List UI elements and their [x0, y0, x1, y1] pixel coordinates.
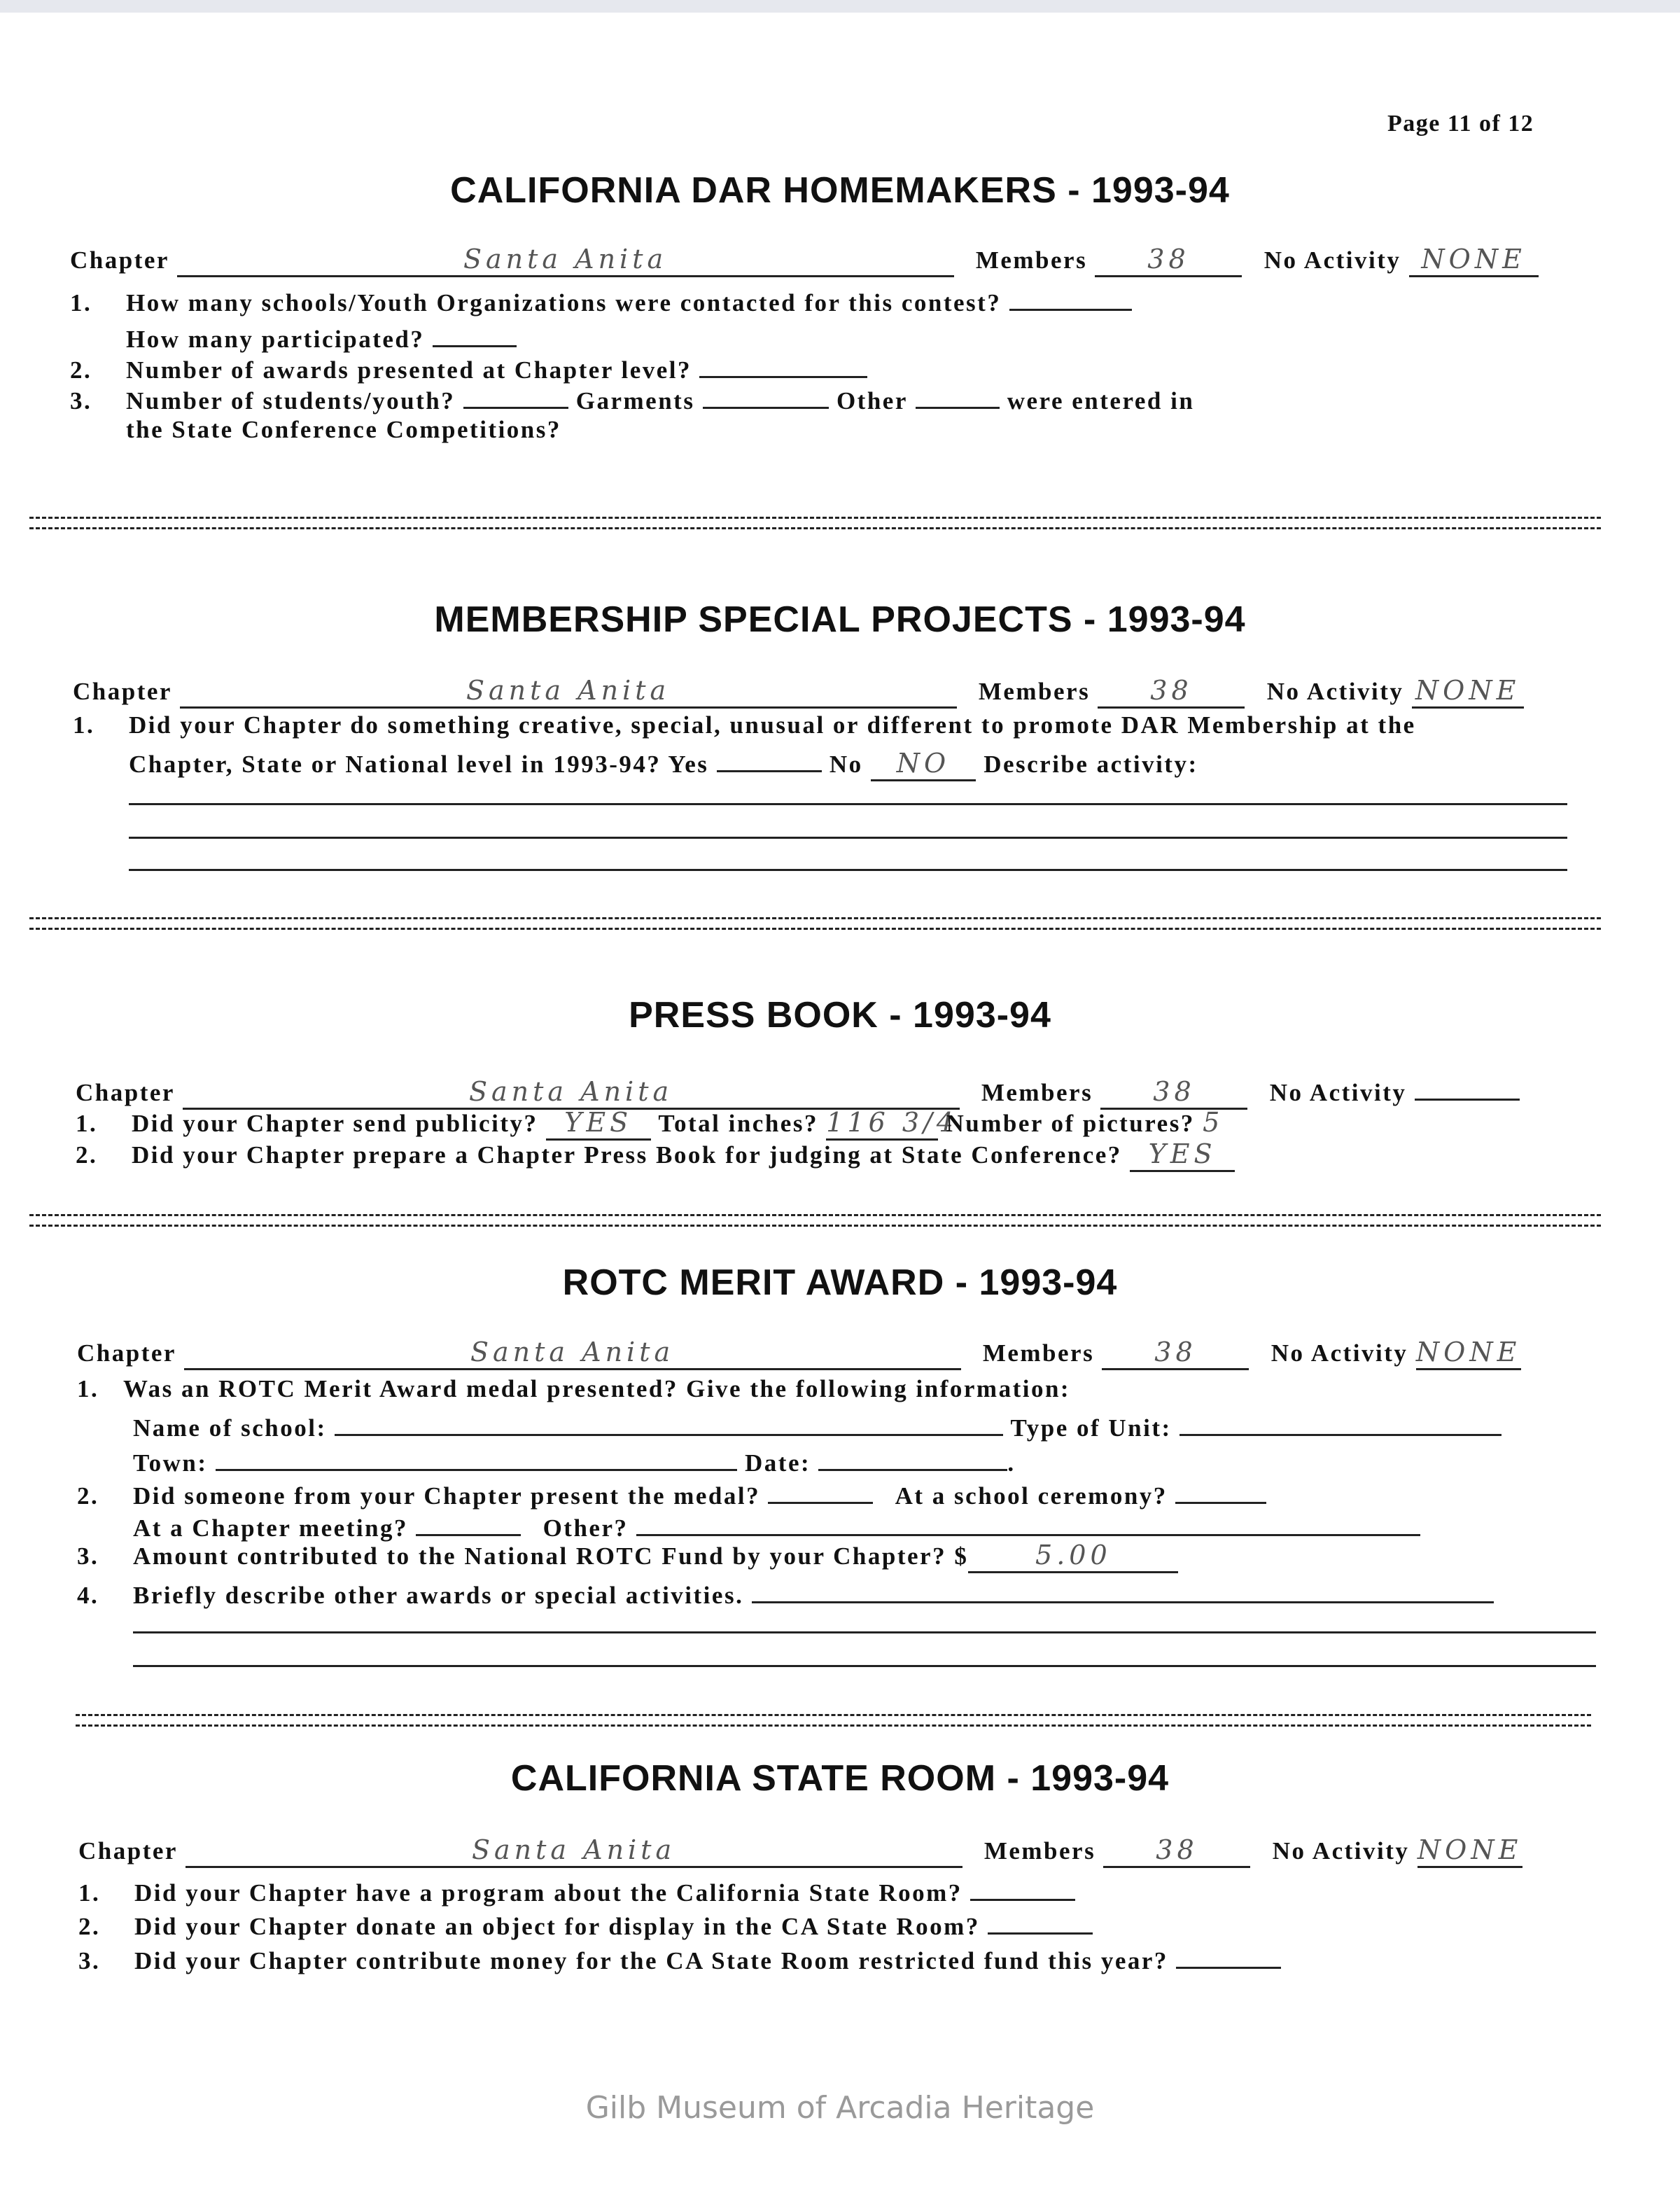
q-number: 3. — [70, 387, 92, 414]
q-text: Name of school: — [133, 1414, 327, 1442]
chapter-label: Chapter — [73, 678, 172, 705]
q-text: Chapter, State or National level in 1993-94? — [129, 751, 662, 778]
garments-field[interactable] — [703, 380, 829, 409]
section-divider — [76, 1714, 1591, 1727]
question-3 — [70, 380, 1194, 415]
chapter-row — [78, 1834, 1522, 1868]
answer-field[interactable] — [433, 319, 517, 347]
q-number: 3. — [77, 1542, 99, 1570]
question-2 — [78, 1906, 1093, 1941]
members-label: Members — [975, 246, 1088, 274]
chapter-field[interactable]: Santa Anita — [186, 1839, 962, 1868]
no-activity-label: No Activity — [1272, 1837, 1410, 1865]
no-activity-field[interactable] — [1415, 1072, 1520, 1101]
amount-field[interactable]: 5.00 — [968, 1545, 1178, 1573]
chapter-label: Chapter — [78, 1837, 178, 1865]
q-text: Other? — [542, 1514, 629, 1542]
unit-field[interactable] — [1180, 1407, 1502, 1436]
answer-field[interactable] — [1176, 1940, 1281, 1969]
question-4 — [77, 1575, 1494, 1610]
q-text: At a Chapter meeting? — [133, 1514, 409, 1542]
school-field[interactable] — [335, 1407, 1003, 1436]
scan-edge — [0, 0, 1680, 13]
section-divider — [29, 1214, 1601, 1227]
section-title: PRESS BOOK - 1993-94 — [629, 995, 1051, 1036]
q-text: Did your Chapter contribute money for the CA State Room restricted fund this year? — [134, 1947, 1168, 1974]
presented-field[interactable] — [768, 1475, 873, 1504]
members-label: Members — [978, 678, 1091, 705]
q-text: Other — [836, 387, 908, 414]
chapter-row — [73, 675, 1524, 709]
describe-line[interactable] — [133, 1631, 1596, 1633]
no-field[interactable]: NO — [871, 753, 976, 781]
question-1 — [77, 1375, 1070, 1403]
describe-line[interactable] — [129, 869, 1567, 871]
no-activity-field[interactable]: NONE — [1409, 249, 1539, 277]
answer-field[interactable] — [1009, 282, 1132, 311]
q-text: Date: — [745, 1449, 811, 1477]
q-text: Amount contributed to the National ROTC Fund by your Chapter? $ — [133, 1542, 969, 1570]
question-3 — [77, 1542, 1178, 1573]
q-text: Did your Chapter prepare a Chapter Press Book for judging at State Conference? — [132, 1141, 1122, 1169]
town-row: Town: Date: . — [133, 1442, 1016, 1477]
date-field[interactable] — [818, 1442, 1007, 1471]
publicity-field[interactable]: YES — [546, 1112, 651, 1141]
inches-field[interactable]: 116 3/4 — [826, 1112, 938, 1141]
chapter-row — [76, 1072, 1520, 1110]
members-label: Members — [981, 1079, 1093, 1106]
q-text: Was an ROTC Merit Award medal presented? Give the following information: — [123, 1375, 1071, 1402]
q-text: Briefly describe other awards or special activities. — [133, 1582, 744, 1609]
question-1b — [126, 319, 517, 354]
page-number: Page 11 of 12 — [1387, 111, 1534, 137]
q-number: 1. — [70, 289, 92, 316]
q-text: At a school ceremony? — [895, 1482, 1168, 1510]
chapter-row — [70, 246, 1539, 277]
q-number: 3. — [78, 1947, 101, 1974]
section-divider — [29, 917, 1601, 930]
q-text: Garments — [575, 387, 695, 414]
section-title: ROTC MERIT AWARD - 1993-94 — [562, 1262, 1118, 1303]
chapter-label: Chapter — [76, 1079, 175, 1106]
section-title-press-book — [0, 994, 1680, 1036]
members-label: Members — [982, 1339, 1095, 1367]
members-field[interactable]: 38 — [1095, 249, 1242, 277]
q-number: 4. — [77, 1582, 99, 1609]
q-text: Number of students/youth? — [126, 387, 456, 414]
q-number: 2. — [78, 1913, 101, 1940]
q-number: 2. — [70, 356, 92, 384]
members-field[interactable]: 38 — [1098, 680, 1245, 709]
describe-label: Describe activity: — [983, 751, 1198, 778]
section-divider — [29, 517, 1601, 529]
section-title-rotc — [0, 1262, 1680, 1304]
describe-line[interactable] — [129, 837, 1567, 839]
question-3 — [78, 1940, 1281, 1975]
no-activity-label: No Activity — [1269, 1079, 1407, 1106]
no-label: No — [829, 751, 863, 778]
section-title-homemakers — [0, 169, 1680, 211]
q-number: 2. — [76, 1141, 98, 1169]
q-text: Number of pictures? — [946, 1110, 1195, 1137]
chapter-field[interactable]: Santa Anita — [183, 1081, 960, 1110]
chapter-field[interactable]: Santa Anita — [184, 1342, 961, 1370]
members-field[interactable]: 38 — [1100, 1081, 1247, 1110]
meeting-field[interactable] — [416, 1507, 521, 1536]
yes-label: Yes — [668, 751, 709, 778]
answer-field[interactable] — [970, 1872, 1075, 1901]
q-text: Did your Chapter do something creative, special, unusual or different to promote DAR Membership at the — [129, 711, 1416, 739]
press-book-field[interactable]: YES — [1130, 1143, 1235, 1172]
section-title-state-room — [0, 1757, 1680, 1799]
question-1 — [78, 1872, 1075, 1907]
no-activity-field[interactable]: NONE — [1412, 680, 1524, 709]
chapter-label: Chapter — [77, 1339, 176, 1367]
question-1 — [76, 1107, 1222, 1141]
chapter-field[interactable]: Santa Anita — [180, 680, 957, 709]
describe-field[interactable] — [752, 1575, 1494, 1603]
question-2 — [76, 1138, 1235, 1172]
question-1b — [129, 744, 1198, 781]
no-activity-field[interactable]: NONE — [1416, 1342, 1521, 1370]
section-title-membership — [0, 599, 1680, 641]
question-2 — [77, 1475, 1266, 1510]
section-title: CALIFORNIA DAR HOMEMAKERS - 1993-94 — [450, 170, 1230, 211]
other-field[interactable] — [916, 380, 1000, 409]
q-number: 1. — [76, 1110, 98, 1137]
q-text: Did your Chapter donate an object for display in the CA State Room? — [134, 1913, 980, 1940]
q-text: Did someone from your Chapter present the medal? — [133, 1482, 761, 1510]
section-title: CALIFORNIA STATE ROOM - 1993-94 — [510, 1758, 1170, 1799]
q-text: Did your Chapter have a program about the California State Room? — [134, 1879, 962, 1907]
question-1 — [70, 282, 1132, 317]
answer-field[interactable] — [988, 1906, 1093, 1935]
q-text: Number of awards presented at Chapter level? — [126, 356, 692, 384]
school-row — [133, 1407, 1502, 1442]
members-field[interactable]: 38 — [1102, 1342, 1249, 1370]
describe-line[interactable] — [129, 803, 1567, 805]
q-text: the State Conference Competitions? — [126, 416, 561, 443]
no-activity-label: No Activity — [1270, 1339, 1408, 1367]
town-field[interactable] — [216, 1442, 737, 1471]
no-activity-label: No Activity — [1266, 678, 1404, 705]
q-text: How many schools/Youth Organizations were contacted for this contest? — [126, 289, 1002, 316]
q-text: Town: — [133, 1449, 208, 1477]
question-1 — [73, 711, 1416, 739]
question-2b — [133, 1507, 1420, 1542]
chapter-field[interactable]: Santa Anita — [177, 249, 954, 277]
question-2 — [70, 349, 867, 384]
yes-field[interactable] — [717, 744, 822, 772]
students-field[interactable] — [463, 380, 568, 409]
q-number: 1. — [77, 1375, 99, 1402]
no-activity-label: No Activity — [1264, 246, 1401, 274]
chapter-label: Chapter — [70, 246, 169, 274]
q-number: 1. — [73, 711, 95, 739]
q-text: were entered in — [1007, 387, 1195, 414]
q-text: Type of Unit: — [1010, 1414, 1172, 1442]
q-text: Did your Chapter send publicity? — [132, 1110, 538, 1137]
no-activity-field[interactable]: NONE — [1418, 1839, 1522, 1868]
pictures-value: 5 — [1203, 1107, 1223, 1138]
q-number: 2. — [77, 1482, 99, 1510]
question-3b — [126, 416, 561, 444]
section-title: MEMBERSHIP SPECIAL PROJECTS - 1993-94 — [434, 599, 1246, 640]
q-text: Total inches? — [658, 1110, 818, 1137]
answer-field[interactable] — [699, 349, 867, 378]
watermark-credit: Gilb Museum of Arcadia Heritage — [585, 2090, 1095, 2126]
q-number: 1. — [78, 1879, 101, 1907]
chapter-row — [77, 1339, 1521, 1370]
school-ceremony-field[interactable] — [1175, 1475, 1266, 1504]
describe-line[interactable] — [133, 1665, 1596, 1667]
q-text: How many participated? — [126, 326, 425, 353]
members-label: Members — [983, 1837, 1096, 1865]
members-field[interactable]: 38 — [1103, 1839, 1250, 1868]
other-field[interactable] — [636, 1507, 1420, 1536]
